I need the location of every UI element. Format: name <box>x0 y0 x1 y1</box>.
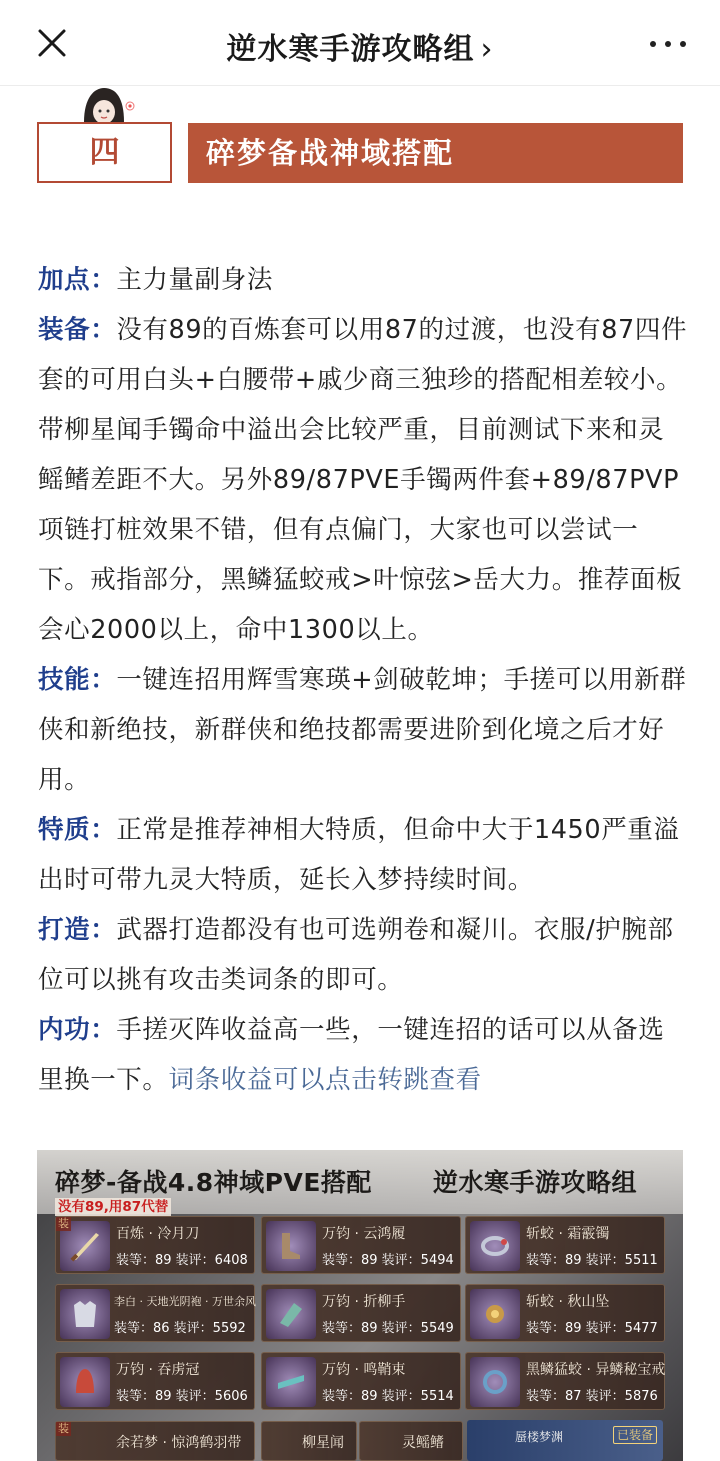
helmet-icon <box>60 1357 110 1407</box>
gear-name: 余若梦 · 惊鸿鹤羽带 <box>116 1435 242 1451</box>
gear-card <box>465 1216 665 1274</box>
bracelet-icon <box>470 1221 520 1271</box>
gear-stats: 装等：89 装评：5514 <box>322 1389 454 1404</box>
avatar-sticker <box>80 86 138 122</box>
paragraph-label: 技能： <box>38 665 117 695</box>
image-header-title: 碎梦-备战4.8神域PVE搭配 <box>55 1168 372 1197</box>
paragraph-inner-skill <box>38 1005 688 1105</box>
gear-name: 百炼 · 冷月刀 <box>116 1226 200 1242</box>
gear-name: 斩蛟 · 霜霰镯 <box>526 1226 610 1242</box>
article-body <box>38 255 688 1105</box>
paragraph-attributes <box>38 255 688 305</box>
gear-name: 柳星闻 <box>302 1435 344 1451</box>
gear-name: 灵鳐鳍 <box>402 1435 444 1451</box>
armor-icon <box>60 1289 110 1339</box>
gear-card <box>261 1352 461 1410</box>
paragraph-text: 一键连招用辉雪寒瑛+剑破乾坤；手搓可以用新群侠和新绝技，新群侠和绝技都需要进阶到化境之后才好用。 <box>38 665 687 795</box>
paragraph-text: 正常是推荐神相大特质，但命中大于1450严重溢出时可带九灵大特质，延长入梦持续时间。 <box>38 815 680 895</box>
special-item-name: 蜃楼梦渊 <box>515 1430 564 1444</box>
gear-card <box>465 1352 665 1410</box>
paragraph-forging <box>38 905 688 1005</box>
gear-card <box>465 1284 665 1342</box>
gear-card <box>359 1421 463 1461</box>
paragraph-label: 加点： <box>38 265 117 295</box>
paragraph-label: 装备： <box>38 315 117 345</box>
image-note: 没有89,用87代替 <box>55 1198 171 1216</box>
gear-card <box>55 1284 255 1342</box>
account-title-link[interactable] <box>0 24 720 68</box>
gear-name: 李白 · 天地光阴袍 · 万世余风 <box>114 1295 256 1308</box>
ring-icon <box>470 1357 520 1407</box>
top-nav <box>0 0 720 86</box>
gear-name: 斩蛟 · 秋山坠 <box>526 1294 610 1310</box>
equipped-tag: 装 <box>58 1217 69 1230</box>
gear-name: 万钧 · 吞虏冠 <box>116 1362 200 1378</box>
pendant-icon <box>470 1289 520 1339</box>
gear-stats: 装等：89 装评：5606 <box>116 1389 248 1404</box>
gear-card <box>55 1216 255 1274</box>
gear-stats: 装等：89 装评：5494 <box>322 1253 454 1268</box>
gear-card <box>261 1284 461 1342</box>
paragraph-label: 内功： <box>38 1015 117 1045</box>
gear-stats: 装等：87 装评：5876 <box>526 1389 658 1404</box>
paragraph-text: 武器打造都没有也可选朔卷和凝川。衣服/护腕部位可以挑有攻击类词条的即可。 <box>38 915 674 995</box>
gear-stats: 装等：86 装评：5592 <box>114 1321 246 1336</box>
gear-stats: 装等：89 装评：5511 <box>526 1253 658 1268</box>
gauntlet-icon <box>266 1289 316 1339</box>
paragraph-text: 没有89的百炼套可以用87的过渡，也没有87四件套的可用白头+白腰带+戚少商三独珍的搭配相差较小。带柳星闻手镯命中溢出会比较严重，目前测试下来和灵鳐鳍差距不大。另外89/87PVE手镯两件套+89/87PVP项链打桩效果不错，但有点偏门，大家也可以尝试一下。戒指部分，黑鳞猛蛟戒>叶惊弦>岳大力。推荐面板会心2000以上，命中1300以上。 <box>38 315 688 645</box>
paragraph-skills <box>38 655 688 805</box>
special-item-card <box>467 1420 663 1461</box>
gear-stats: 装等：89 装评：5477 <box>526 1321 658 1336</box>
gear-name: 万钧 · 鸣鞘束 <box>322 1362 406 1378</box>
gear-name: 万钧 · 云鸿履 <box>322 1226 406 1242</box>
paragraph-traits <box>38 805 688 905</box>
chevron-right-icon: › <box>480 32 494 67</box>
belt-icon <box>266 1357 316 1407</box>
paragraph-equipment <box>38 305 688 655</box>
gear-name: 黑鳞猛蛟 · 异鳞秘宝戒 <box>526 1362 666 1378</box>
section-number: 四 <box>37 122 172 183</box>
more-dots-icon[interactable] <box>648 32 688 56</box>
paragraph-text: 主力量副身法 <box>116 265 273 295</box>
gear-name: 万钧 · 折柳手 <box>322 1294 406 1310</box>
gear-card <box>55 1421 255 1461</box>
equipped-badge: 已装备 <box>613 1426 657 1444</box>
section-title: 碎梦备战神域搭配 <box>188 123 683 183</box>
gear-card <box>55 1352 255 1410</box>
gear-stats: 装等：89 装评：5549 <box>322 1321 454 1336</box>
attribute-gain-link[interactable]: 词条收益可以点击转跳查看 <box>168 1065 482 1095</box>
paragraph-text: 手搓灭阵收益高一些，一键连招的话可以从备选里换一下。 <box>38 1015 665 1095</box>
equipped-tag: 装 <box>58 1422 69 1435</box>
account-title: 逆水寒手游攻略组 <box>226 32 475 67</box>
paragraph-label: 特质： <box>38 815 117 845</box>
equipment-screenshot[interactable] <box>37 1150 683 1461</box>
gear-stats: 装等：89 装评：6408 <box>116 1253 248 1268</box>
paragraph-label: 打造： <box>38 915 117 945</box>
image-header-group: 逆水寒手游攻略组 <box>433 1168 638 1197</box>
gear-card <box>261 1421 357 1461</box>
gear-card <box>261 1216 461 1274</box>
boots-icon <box>266 1221 316 1271</box>
